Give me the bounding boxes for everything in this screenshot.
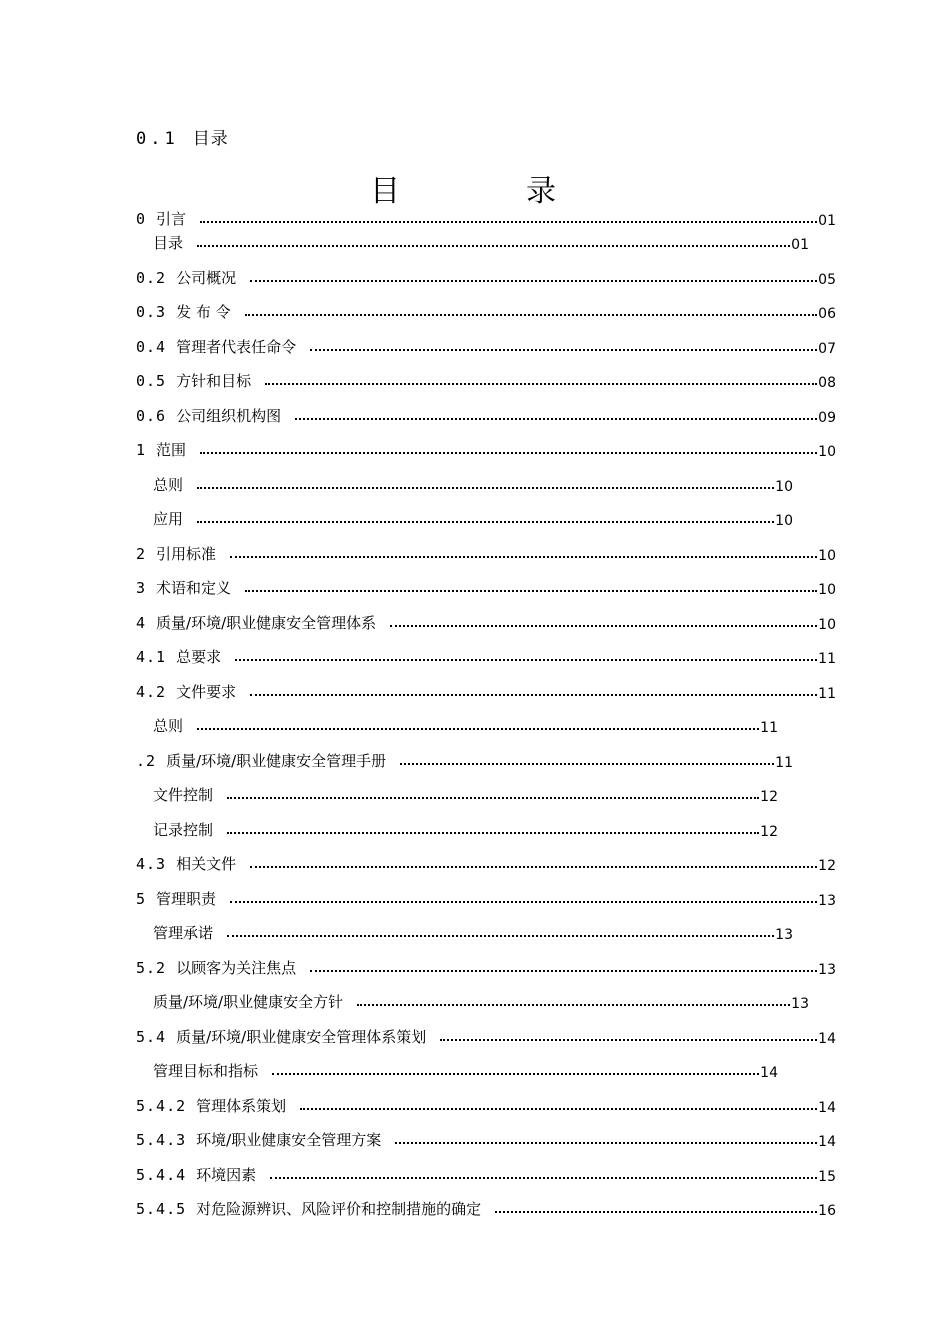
toc-entry-page: 16: [818, 1203, 836, 1219]
toc-entry[interactable]: [136, 540, 836, 564]
toc-entry[interactable]: [153, 505, 793, 529]
toc-entry[interactable]: [136, 1161, 836, 1185]
toc-entry[interactable]: [136, 436, 836, 460]
toc-entry[interactable]: [153, 988, 809, 1012]
dot-leader: [295, 418, 817, 420]
toc-entry-page: 11: [818, 686, 836, 702]
toc-entry-number: 0.4: [136, 338, 167, 356]
toc-entry-title: 质量/环境/职业健康安全管理手册: [166, 752, 387, 770]
toc-entry[interactable]: [153, 712, 778, 736]
toc-entry-number: 5.4: [136, 1028, 167, 1046]
toc-entry-title: 引用标准: [156, 545, 217, 563]
section-number: 0.1: [136, 129, 179, 149]
toc-entry-title: 目录: [153, 234, 184, 252]
toc-entry-title: 管理体系策划: [196, 1097, 287, 1115]
toc-entry-page: 12: [760, 824, 778, 840]
toc-entry[interactable]: [136, 1023, 836, 1047]
toc-entry-number: 0.2: [136, 269, 167, 287]
toc-entry[interactable]: [136, 264, 836, 288]
toc-entry-page: 12: [760, 789, 778, 805]
dot-leader: [357, 1004, 790, 1006]
toc-entry-number: 0.3: [136, 303, 167, 321]
toc-entry[interactable]: [136, 885, 836, 909]
toc-entry-number: 3: [136, 579, 147, 597]
toc-entry-page: 14: [818, 1100, 836, 1116]
toc-entry-page: 05: [818, 272, 836, 288]
toc-entry-title: 范围: [156, 441, 187, 459]
toc-entry[interactable]: [136, 205, 836, 229]
toc-entry-page: 13: [818, 962, 836, 978]
toc-entry-page: 14: [818, 1134, 836, 1150]
toc-entry-page: 10: [775, 479, 793, 495]
toc-entry-page: 13: [775, 927, 793, 943]
toc-entry-title: 管理者代表任命令: [176, 338, 297, 356]
toc-entry-number: 0: [136, 210, 147, 228]
dot-leader: [250, 694, 817, 696]
dot-leader: [395, 1142, 817, 1144]
dot-leader: [250, 280, 817, 282]
toc-entry-page: 06: [818, 306, 836, 322]
toc-entry[interactable]: [136, 298, 836, 322]
toc-entry-page: 08: [818, 375, 836, 391]
toc-entry[interactable]: [153, 919, 793, 943]
dot-leader: [230, 556, 817, 558]
toc-entry-title: 应用: [153, 510, 184, 528]
toc-entry-title: 总则: [153, 476, 184, 494]
dot-leader: [227, 935, 774, 937]
dot-leader: [272, 1073, 759, 1075]
toc-entry-page: 14: [760, 1065, 778, 1081]
toc-entry-page: 01: [791, 237, 809, 253]
toc-entry-title: 质量/环境/职业健康安全管理体系策划: [176, 1028, 427, 1046]
toc-entry-title: 发 布 令: [176, 303, 231, 321]
toc-entry-page: 13: [791, 996, 809, 1012]
toc-entry-title: 方针和目标: [176, 372, 252, 390]
toc-entry-page: 09: [818, 410, 836, 426]
toc-entry-title: 相关文件: [176, 855, 237, 873]
toc-entry-page: 11: [818, 651, 836, 667]
toc-entry[interactable]: [136, 1092, 836, 1116]
toc-entry[interactable]: [136, 1195, 836, 1219]
toc-entry-number: 1: [136, 441, 147, 459]
toc-entry[interactable]: [153, 781, 778, 805]
toc-entry[interactable]: [136, 954, 836, 978]
dot-leader: [310, 970, 817, 972]
dot-leader: [200, 221, 817, 223]
section-heading: [136, 124, 229, 149]
toc-entry-number: 4.3: [136, 855, 167, 873]
dot-leader: [250, 866, 817, 868]
toc-entry-page: 01: [818, 213, 836, 229]
toc-entry-title: 环境因素: [196, 1166, 257, 1184]
toc-entry[interactable]: [153, 816, 778, 840]
toc-entry-title: 环境/职业健康安全管理方案: [196, 1131, 382, 1149]
toc-entry-page: 11: [775, 755, 793, 771]
toc-entry-page: 10: [818, 548, 836, 564]
dot-leader: [230, 901, 817, 903]
dot-leader: [310, 349, 817, 351]
toc-entry[interactable]: [136, 333, 836, 357]
toc-entry-page: 10: [818, 444, 836, 460]
dot-leader: [270, 1177, 817, 1179]
dot-leader: [200, 452, 817, 454]
dot-leader: [300, 1108, 817, 1110]
toc-entry-title: 质量/环境/职业健康安全管理体系: [156, 614, 377, 632]
dot-leader: [245, 590, 817, 592]
toc-entry-page: 10: [818, 617, 836, 633]
toc-entry[interactable]: [136, 1126, 836, 1150]
dot-leader: [245, 314, 818, 316]
toc-entry-page: 13: [818, 893, 836, 909]
toc-entry-number: 2: [136, 545, 147, 563]
toc-entry-number: 4.2: [136, 683, 167, 701]
toc-entry-title: 质量/环境/职业健康安全方针: [153, 993, 344, 1011]
toc-entry-title: 公司组织机构图: [176, 407, 282, 425]
toc-entry-title: 术语和定义: [156, 579, 232, 597]
dot-leader: [197, 487, 774, 489]
toc-entry-number: .2: [136, 752, 157, 770]
toc-entry[interactable]: [136, 367, 836, 391]
toc-entry-title: 以顾客为关注焦点: [176, 959, 297, 977]
toc-entry-number: 0.5: [136, 372, 167, 390]
toc-entry-title: 总要求: [176, 648, 222, 666]
dot-leader: [227, 832, 759, 834]
toc-entry-title: 文件要求: [176, 683, 237, 701]
toc-entry-title: 文件控制: [153, 786, 214, 804]
dot-leader: [197, 245, 790, 247]
toc-entry-page: 14: [818, 1031, 836, 1047]
toc-entry-title: 对危险源辨识、风险评价和控制措施的确定: [196, 1200, 482, 1218]
dot-leader: [235, 659, 817, 661]
toc-entry[interactable]: [153, 471, 793, 495]
toc-entry-page: 07: [818, 341, 836, 357]
dot-leader: [400, 763, 774, 765]
toc-entry-title: 管理职责: [156, 890, 217, 908]
toc-entry-title: 管理目标和指标: [153, 1062, 259, 1080]
dot-leader: [227, 797, 759, 799]
toc-entry[interactable]: [136, 402, 836, 426]
toc-entry-number: 5.2: [136, 959, 167, 977]
dot-leader: [495, 1211, 817, 1213]
toc-entry[interactable]: [136, 747, 793, 771]
toc-entry-title: 总则: [153, 717, 184, 735]
toc-entry[interactable]: [153, 1057, 778, 1081]
toc-entry-title: 记录控制: [153, 821, 214, 839]
toc-title: 目 录: [370, 174, 604, 209]
toc-entry-page: 11: [760, 720, 778, 736]
section-title: 目录: [192, 129, 229, 149]
toc-entry-title: 引言: [156, 210, 187, 228]
toc-entry-page: 12: [818, 858, 836, 874]
toc-entry-number: 5.4.5: [136, 1200, 187, 1218]
dot-leader: [197, 728, 759, 730]
dot-leader: [440, 1039, 817, 1041]
toc-entry-number: 4: [136, 614, 147, 632]
toc-entry-number: 5.4.3: [136, 1131, 187, 1149]
toc-entry-number: 0.6: [136, 407, 167, 425]
dot-leader: [197, 521, 774, 523]
toc-entry[interactable]: [136, 678, 836, 702]
toc-entry-number: 5.4.2: [136, 1097, 187, 1115]
toc-entry-page: 10: [775, 513, 793, 529]
toc-entry[interactable]: [136, 574, 836, 598]
dot-leader: [265, 383, 817, 385]
toc-entry[interactable]: [153, 229, 809, 253]
toc-entry-number: 5: [136, 890, 147, 908]
toc-entry-page: 10: [818, 582, 836, 598]
toc-entry-page: 15: [818, 1169, 836, 1185]
toc-entry-number: 5.4.4: [136, 1166, 187, 1184]
toc-entry-title: 公司概况: [176, 269, 237, 287]
dot-leader: [390, 625, 817, 627]
toc-entry[interactable]: [136, 643, 836, 667]
toc-entry-number: 4.1: [136, 648, 167, 666]
toc-entry-title: 管理承诺: [153, 924, 214, 942]
toc-entry[interactable]: [136, 609, 836, 633]
toc-entry[interactable]: [136, 850, 836, 874]
